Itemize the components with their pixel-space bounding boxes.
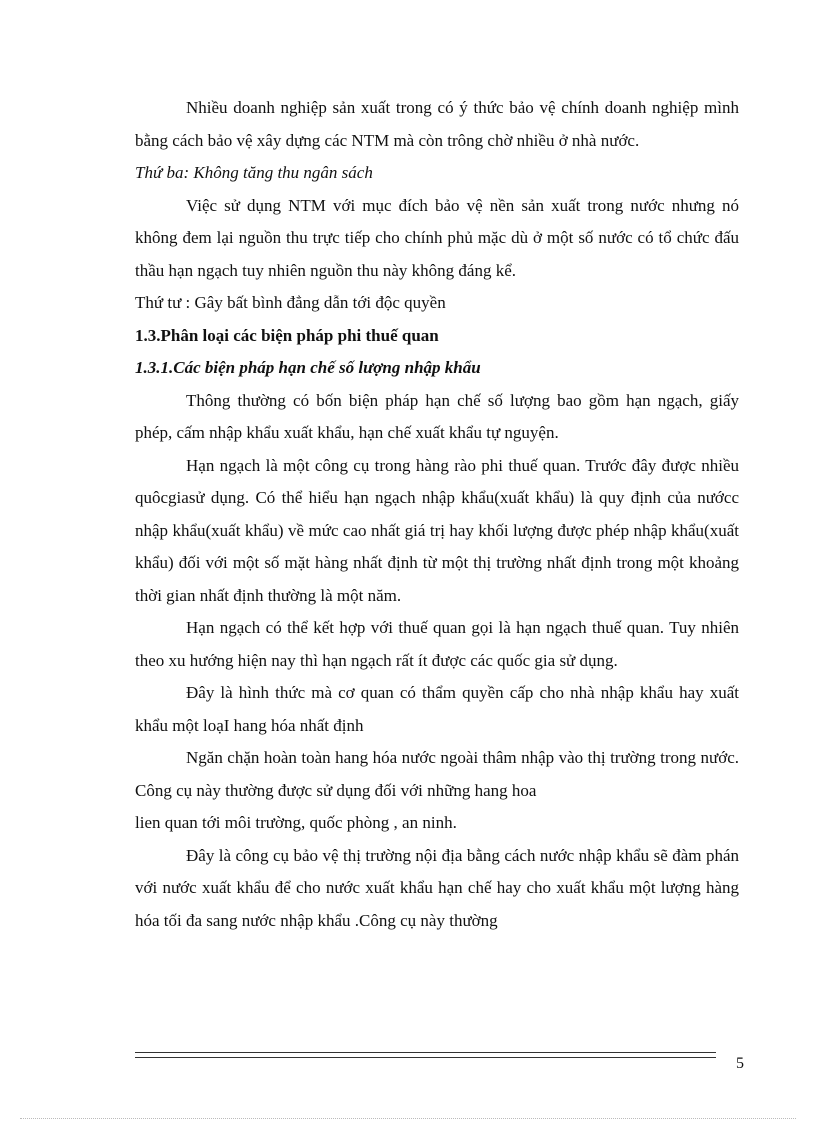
paragraph: Đây là hình thức mà cơ quan có thẩm quyền cấp cho nhà nhập khẩu hay xuất khẩu một loạI hang hóa nhất định bbox=[135, 683, 739, 735]
paragraph: Việc sử dụng NTM với mục đích bảo vệ nền sản xuất trong nước nhưng nó không đem lại nguồn thu trực tiếp cho chính phủ mặc dù ở một số nước có tổ chức đấu thầu hạn ngạch tuy nhiên nguồn thu này không đáng kể. bbox=[135, 195, 739, 280]
page-body bbox=[135, 92, 739, 937]
page-number: 5 bbox=[736, 1055, 744, 1072]
subsection-heading: 1.3.1.Các biện pháp hạn chế số lượng nhập khẩu bbox=[135, 358, 481, 377]
paragraph: Hạn ngạch là một công cụ trong hàng rào phi thuế quan. Trước đây được nhiều quôcgiasử dụng. Có thể hiểu hạn ngạch nhập khẩu(xuất khẩu) là quy định của nướcc nhập khẩu(xuất khẩu) về mức cao nhất giá trị hay khối lượng được phép nhập khẩu(xuất khẩu) đối với một số mặt hàng nhất định từ một thị trường nhất định trong một khoảng thời gian nhất định thường là một năm. bbox=[135, 455, 739, 605]
paragraph: Nhiều doanh nghiệp sản xuất trong có ý thức bảo vệ chính doanh nghiệp mình bằng cách bảo vệ xây dựng các NTM mà còn trông chờ nhiều ở nhà nước. bbox=[135, 98, 739, 150]
paragraph: Ngăn chặn hoàn toàn hang hóa nước ngoài thâm nhập vào thị trường trong nước. Công cụ này thường được sử dụng đối với những hang hoa bbox=[135, 748, 739, 800]
paragraph: Đây là công cụ bảo vệ thị trường nội địa bằng cách nước nhập khẩu sẽ đàm phán với nước xuất khẩu để cho nước xuất khẩu hạn chế hay cho xuất khẩu một lượng hàng hóa tối đa sang nước nhập khẩu .Công cụ này thường bbox=[135, 845, 739, 930]
paragraph-continuation: lien quan tới môi trường, quốc phòng , an ninh. bbox=[135, 813, 457, 832]
footer-rule bbox=[135, 1052, 716, 1058]
page-boundary-line bbox=[20, 1118, 796, 1119]
subheading-fourth-point: Thứ tư : Gây bất bình đẳng dẫn tới độc quyền bbox=[135, 293, 446, 312]
paragraph: Thông thường có bốn biện pháp hạn chế số lượng bao gồm hạn ngạch, giấy phép, cấm nhập khẩu xuất khẩu, hạn chế xuất khẩu tự nguyện. bbox=[135, 390, 739, 442]
subheading-third-point: Thứ ba: Không tăng thu ngân sách bbox=[135, 163, 373, 182]
section-heading: 1.3.Phân loại các biện pháp phi thuế quan bbox=[135, 325, 439, 345]
paragraph: Hạn ngạch có thể kết hợp với thuế quan gọi là hạn ngạch thuế quan. Tuy nhiên theo xu hướng hiện nay thì hạn ngạch rất ít được các quốc gia sử dụng. bbox=[135, 618, 739, 670]
